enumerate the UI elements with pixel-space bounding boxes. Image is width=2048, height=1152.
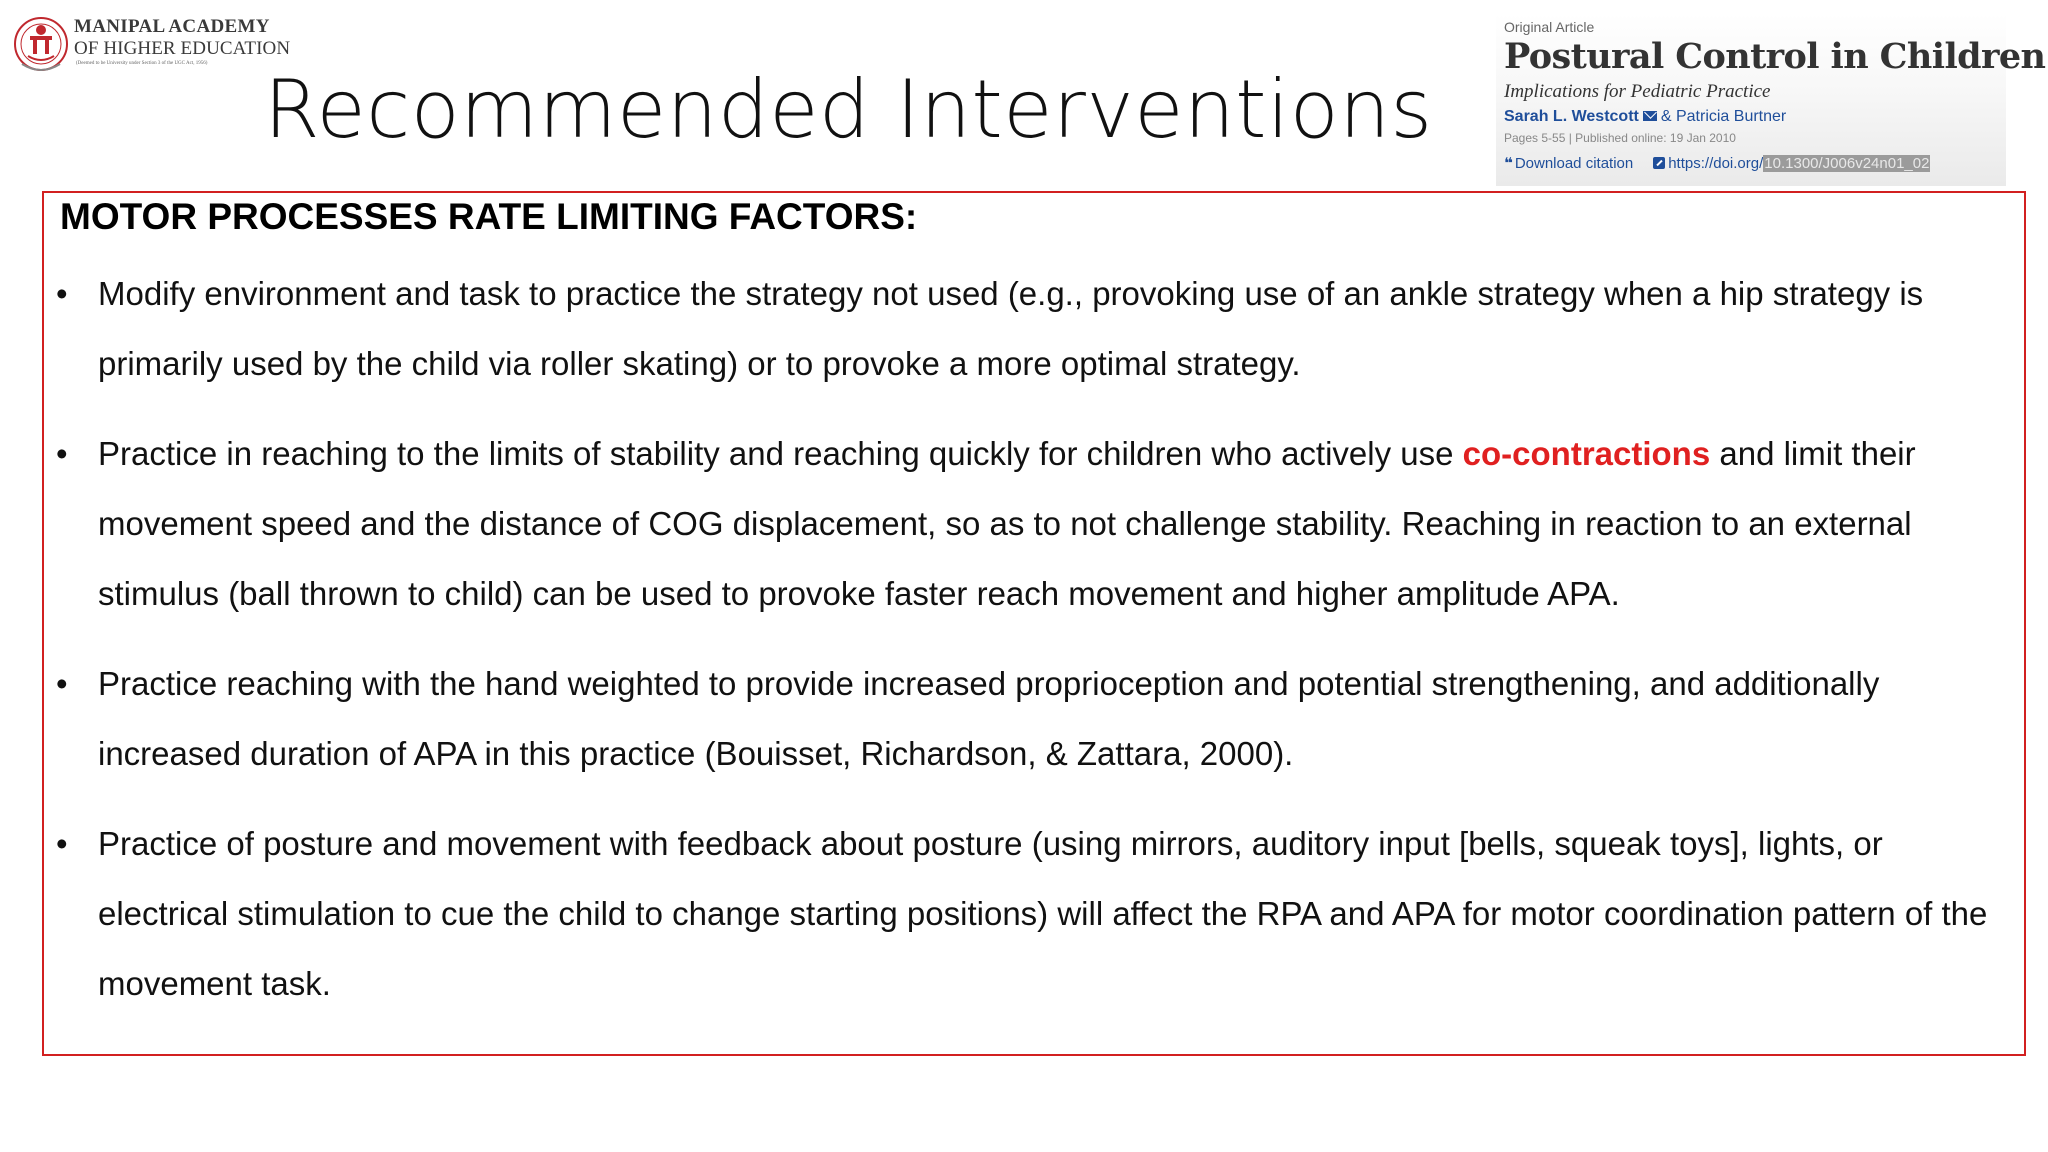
list-item: • Modify environment and task to practice the strategy not used (e.g., provoking use of an ankle strategy when a hip strategy is primarily used by the child via roller skating) or to provoke a more optimal strategy. — [98, 259, 2008, 399]
article-subtitle: Implications for Pediatric Practice — [1504, 81, 1771, 102]
article-title[interactable]: Postural Control in Children — [1504, 36, 2046, 77]
author-link-burtner[interactable]: Patricia Burtner — [1675, 108, 1787, 125]
quote-icon: ❝ — [1504, 154, 1513, 172]
university-seal-icon — [12, 14, 70, 76]
article-authors — [1504, 106, 1998, 128]
logo-line-1: MANIPAL ACADEMY — [74, 16, 270, 37]
highlighted-term: co-contractions — [1462, 435, 1711, 472]
list-item: • Practice reaching with the hand weighted to provide increased proprioception and potential strengthening, and additionally increased duration of APA in this practice (Bouisset, Richardson, & Zattara, 2000). — [98, 649, 2008, 789]
logo-wordmark — [74, 16, 290, 68]
content-box — [42, 191, 2026, 1056]
bullet-text-after: and limit their movement speed and the distance of COG displacement, so as to not challenge stability. Reaching in reaction to an external stimulus (ball thrown to child) can be used to provoke faster reach movement and higher amplitude APA. — [98, 435, 1916, 612]
external-link-icon — [1653, 157, 1665, 169]
download-citation-link[interactable] — [1504, 155, 1633, 172]
list-item — [98, 419, 2008, 629]
mail-icon[interactable] — [1643, 111, 1657, 121]
article-meta: Pages 5-55 | Published online: 19 Jan 2010 — [1504, 131, 1736, 145]
doi-prefix: https://doi.org/ — [1668, 155, 1764, 172]
download-citation-label: Download citation — [1514, 155, 1634, 172]
author-link-westcott[interactable]: Sarah L. Westcott — [1504, 108, 1639, 125]
interventions-list — [98, 259, 2008, 1039]
doi-link[interactable] — [1668, 155, 1930, 172]
bullet-text-before: Practice in reaching to the limits of stability and reaching quickly for children who actively use — [98, 435, 1463, 472]
author-separator: & — [1660, 108, 1672, 125]
section-heading: MOTOR PROCESSES RATE LIMITING FACTORS: — [60, 196, 918, 237]
article-reference-snippet — [1496, 14, 2046, 186]
slide-title: Recommended Interventions — [264, 63, 1433, 156]
doi-suffix: 10.1300/J006v24n01_02 — [1764, 155, 1930, 172]
logo-line-3: (Deemed to be University under Section 3 of the UGC Act, 1956) — [76, 61, 208, 66]
article-links — [1504, 150, 1998, 177]
logo-line-2: OF HIGHER EDUCATION — [74, 38, 291, 59]
article-type: Original Article — [1504, 19, 1595, 35]
list-item: • Practice of posture and movement with feedback about posture (using mirrors, auditory input [bells, squeak toys], lights, or electrical stimulation to cue the child to change starting positions) will affect the RPA and APA for motor coordination pattern of the movement task. — [98, 809, 2008, 1019]
